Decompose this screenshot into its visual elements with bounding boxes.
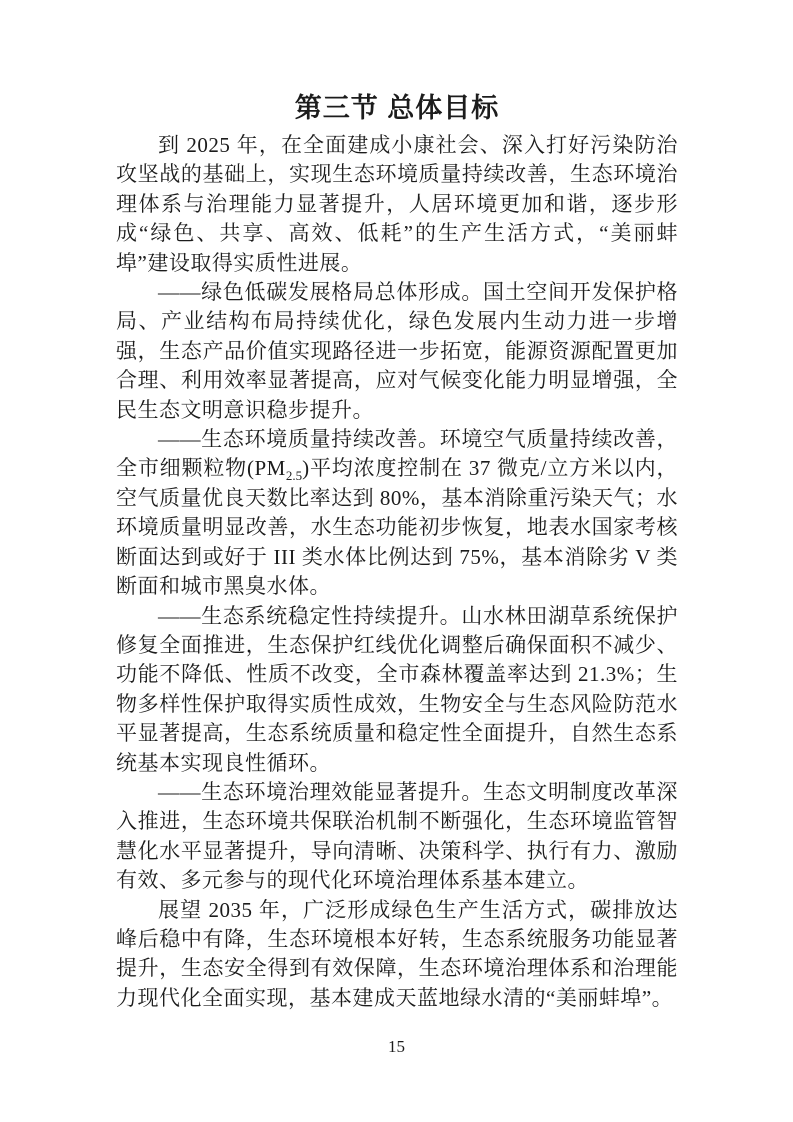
text-run: ——绿色低碳发展格局总体形成。 — [158, 280, 484, 305]
text-run: ——生态系统稳定性持续提升。 — [158, 603, 462, 628]
paragraph — [116, 896, 678, 1014]
document-content — [116, 92, 678, 1013]
paragraph — [116, 131, 678, 278]
paragraph — [116, 778, 678, 896]
text-run: 国土空间开发保护格局、产业结构布局持续优化，绿色发展内生动力进一步增强，生态产品价值实现路径进一步拓宽，能源资源配置更加合理、利用效率显著提高，应对气候变化能力明显增强，全民生态文明意识稳步提升。 — [116, 280, 679, 422]
text-run: ——生态环境质量持续改善。 — [158, 427, 440, 452]
text-run: 到 2025 年，在全面建成小康社会、深入打好污染防治攻坚战的基础上，实现生态环境质量持续改善，生态环境治理体系与治理能力显著提升，人居环境更加和谐，逐步形成“绿色、共享、高效、低耗”的生产生活方式，“美丽蚌埠”建设取得实质性进展。 — [116, 133, 678, 275]
section-title: 第三节 总体目标 — [294, 93, 500, 123]
document-body — [116, 131, 678, 1013]
text-run: 山水林田湖草系统保护修复全面推进，生态保护红线优化调整后确保面积不减少、功能不降低、性质不改变，全市森林覆盖率达到 21.3%；生物多样性保护取得实质性成效，生物安全与生态风险防范水平显著提高，生态系统质量和稳定性全面提升，自然生态系统基本实现良性循环。 — [116, 603, 679, 775]
text-run: ——生态环境治理效能显著提升。 — [158, 779, 484, 804]
paragraph — [116, 278, 678, 425]
text-run: )平均浓度控制在 37 微克/立方米以内，空气质量优良天数比率达到 80%，基本消除重污染天气；水环境质量明显改善，水生态功能初步恢复，地表水国家考核断面达到或好于 III 类水体比例达到 75%，基本消除劣 V 类断面和城市黑臭水体。 — [116, 456, 678, 599]
text-run: 环境空气质量持续改善，全市细颗粒物(PM — [116, 427, 679, 481]
subscript-text: 2.5 — [285, 468, 303, 484]
paragraph — [116, 602, 678, 778]
page-number: 15 — [388, 1037, 405, 1056]
text-run: 展望 2035 年，广泛形成绿色生产生活方式，碳排放达峰后稳中有降，生态环境根本好转，生态系统服务功能显著提升，生态安全得到有效保障，生态环境治理体系和治理能力现代化全面实现，基本建成天蓝地绿水清的“美丽蚌埠”。 — [116, 897, 678, 1010]
paragraph — [116, 425, 678, 601]
text-run: 生态文明制度改革深入推进，生态环境共保联治机制不断强化，生态环境监管智慧化水平显著提升，导向清晰、决策科学、执行有力、激励有效、多元参与的现代化环境治理体系基本建立。 — [116, 779, 679, 893]
